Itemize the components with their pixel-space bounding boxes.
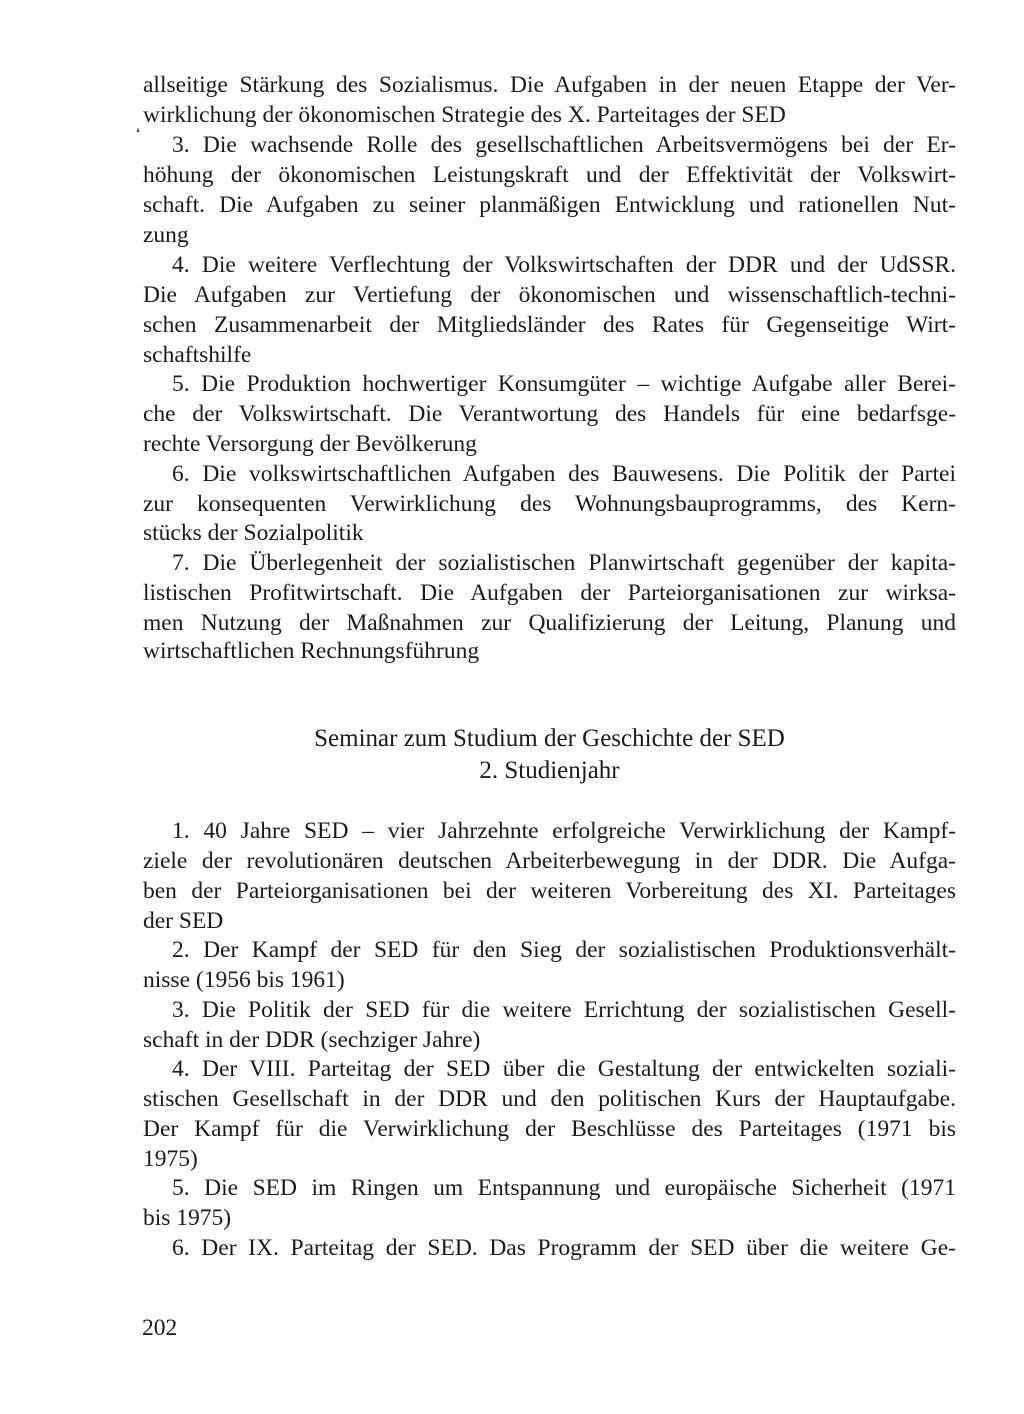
text-line: höhung der ökonomischen Leistungskraft und der Effektivität der Volkswirt-	[143, 162, 956, 188]
section-heading: Seminar zum Studium der Geschichte der SED	[314, 725, 785, 752]
text-line: wirtschaftlichen Rechnungsführung	[143, 638, 480, 664]
text-line: zung	[143, 222, 189, 248]
text-line: ziele der revolutionären deutschen Arbeiterbewegung in der DDR. Die Aufga-	[143, 848, 956, 874]
text-line: stücks der Sozialpolitik	[143, 520, 364, 546]
list-item-3: 3. Die Politik der SED für die weitere Errichtung der sozialistischen Gesell-	[172, 997, 956, 1023]
text-line: allseitige Stärkung des Sozialismus. Die Aufgaben in der neuen Etappe der Ver-	[143, 72, 956, 98]
text-line: zur konsequenten Verwirklichung des Wohnungsbauprogramms, des Kern-	[143, 491, 956, 517]
text-line: schaftshilfe	[143, 342, 252, 368]
text-line: schaft in der DDR (sechziger Jahre)	[143, 1027, 481, 1053]
list-item-2: 2. Der Kampf der SED für den Sieg der sozialistischen Produktionsverhält-	[172, 937, 956, 963]
text-line: listischen Profitwirtschaft. Die Aufgaben der Parteiorganisationen zur wirksa-	[143, 580, 956, 606]
text-line: stischen Gesellschaft in der DDR und den politischen Kurs der Hauptaufgabe.	[143, 1086, 956, 1112]
margin-mark: ❛	[136, 126, 140, 140]
list-item-4: 4. Der VIII. Parteitag der SED über die Gestaltung der entwickelten soziali-	[172, 1056, 956, 1082]
text-line: bis 1975)	[143, 1205, 232, 1231]
text-line: schaft. Die Aufgaben zu seiner planmäßigen Entwicklung und rationellen Nut-	[143, 192, 956, 218]
text-line: rechte Versorgung der Bevölkerung	[143, 431, 477, 457]
text-line: der SED	[143, 908, 224, 934]
text-line: schen Zusammenarbeit der Mitgliedsländer des Rates für Gegenseitige Wirt-	[143, 312, 956, 338]
text-line: nisse (1956 bis 1961)	[143, 967, 345, 993]
list-item-5: 5. Die SED im Ringen um Entspannung und europäische Sicherheit (1971	[172, 1175, 956, 1201]
text-line: wirklichung der ökonomischen Strategie des X. Parteitages der SED	[143, 102, 786, 128]
text-line: Die Aufgaben zur Vertiefung der ökonomischen und wissenschaftlich-techni-	[143, 282, 956, 308]
list-item-3: 3. Die wachsende Rolle des gesellschaftlichen Arbeitsvermögens bei der Er-	[172, 132, 956, 158]
text-line: 1975)	[143, 1146, 198, 1172]
text-line: men Nutzung der Maßnahmen zur Qualifizierung der Leitung, Planung und	[143, 610, 956, 636]
text-line: ben der Parteiorganisationen bei der weiteren Vorbereitung des XI. Parteitages	[143, 878, 956, 904]
list-item-5: 5. Die Produktion hochwertiger Konsumgüter – wichtige Aufgabe aller Berei-	[172, 371, 956, 397]
list-item-7: 7. Die Überlegenheit der sozialistischen Planwirtschaft gegenüber der kapita-	[172, 550, 956, 576]
list-item-6: 6. Der IX. Parteitag der SED. Das Programm der SED über die weitere Ge-	[172, 1235, 956, 1261]
text-line: Der Kampf für die Verwirklichung der Beschlüsse des Parteitages (1971 bis	[143, 1116, 956, 1142]
section-subheading: 2. Studienjahr	[479, 757, 620, 784]
list-item-1: 1. 40 Jahre SED – vier Jahrzehnte erfolgreiche Verwirklichung der Kampf-	[172, 818, 956, 844]
text-line: che der Volkswirtschaft. Die Verantwortung des Handels für eine bedarfsge-	[143, 401, 956, 427]
page-number: 202	[142, 1315, 178, 1341]
list-item-4: 4. Die weitere Verflechtung der Volkswirtschaften der DDR und der UdSSR.	[172, 252, 956, 278]
list-item-6: 6. Die volkswirtschaftlichen Aufgaben des Bauwesens. Die Politik der Partei	[172, 461, 956, 487]
